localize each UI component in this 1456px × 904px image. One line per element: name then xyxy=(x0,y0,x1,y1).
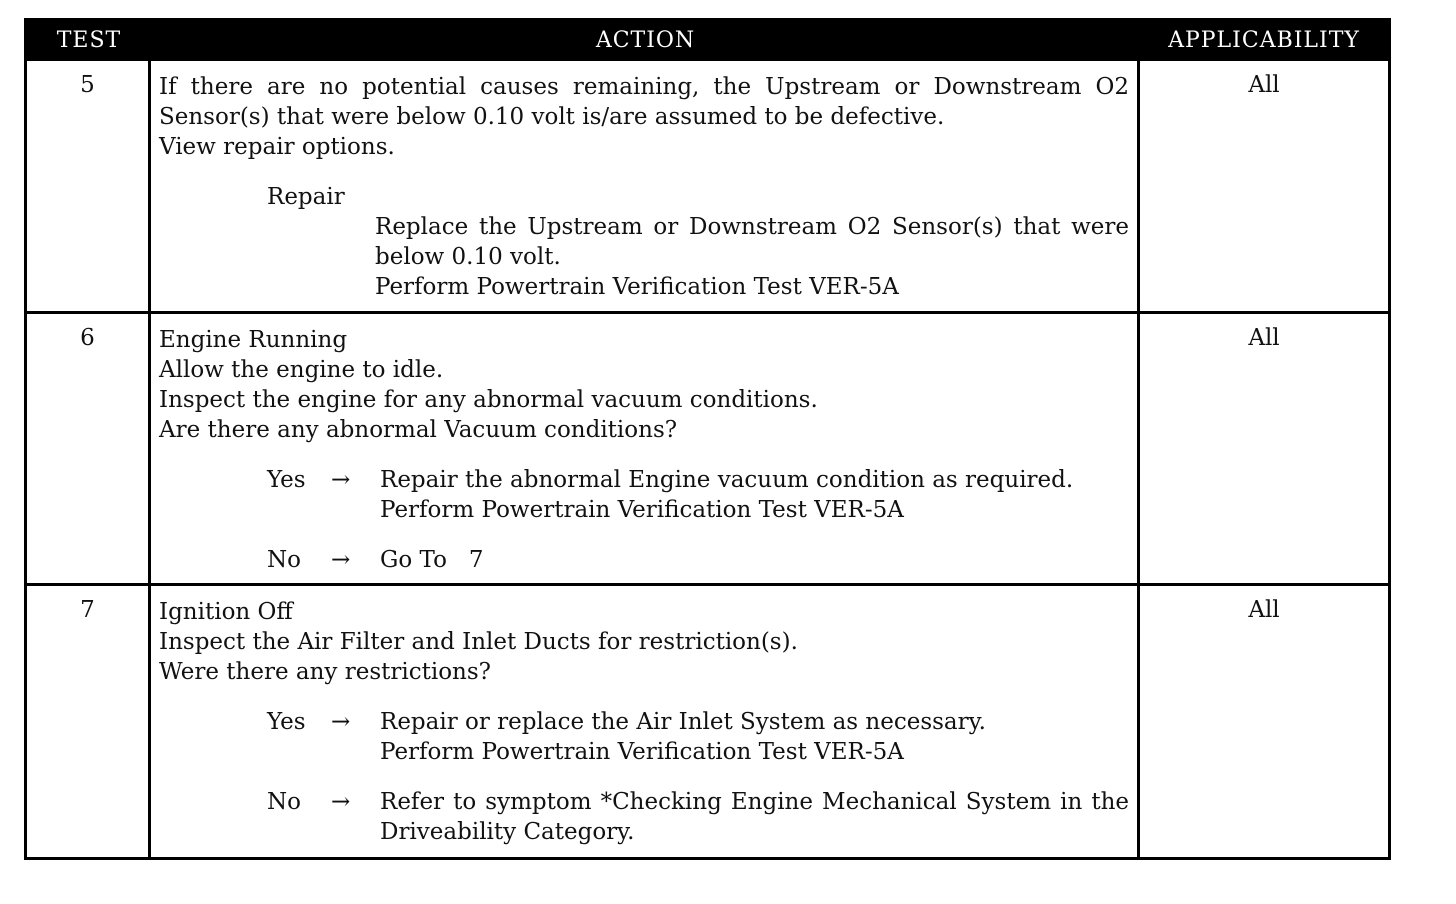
table-row xyxy=(27,61,1388,314)
arrow-icon: → xyxy=(331,789,351,815)
arrow-icon: → xyxy=(331,709,351,735)
repair-line: below 0.10 volt. xyxy=(375,244,561,270)
no-option xyxy=(159,545,1129,575)
option-line: Repair the abnormal Engine vacuum condition as required. xyxy=(380,467,1074,493)
test-number: 5 xyxy=(80,72,95,98)
option-line: Repair or replace the Air Inlet System as necessary. xyxy=(380,709,986,735)
test-number: 7 xyxy=(80,597,95,623)
header-applicability: APPLICABILITY xyxy=(1168,28,1360,53)
arrow-icon: → xyxy=(331,547,351,573)
action-line: If there are no potential causes remaining, the Upstream or Downstream O2 xyxy=(159,74,1129,100)
action-line: Inspect the Air Filter and Inlet Ducts for restriction(s). xyxy=(159,629,798,655)
table-header xyxy=(27,21,1388,61)
option-line: Refer to symptom *Checking Engine Mechanical System in the xyxy=(380,789,1129,815)
option-line: Perform Powertrain Verification Test VER-5A xyxy=(380,497,904,523)
table-row xyxy=(27,583,1388,857)
applicability-value: All xyxy=(1248,325,1280,351)
action-line: Ignition Off xyxy=(159,599,293,625)
action-cell xyxy=(151,314,1137,586)
no-label: No xyxy=(267,789,301,815)
header-action: ACTION xyxy=(595,28,696,53)
action-line: Inspect the engine for any abnormal vacuum conditions. xyxy=(159,387,818,413)
option-line: Go To 7 xyxy=(380,547,484,573)
action-line: View repair options. xyxy=(159,134,395,160)
action-cell xyxy=(151,586,1137,857)
repair-line: Perform Powertrain Verification Test VER-5A xyxy=(375,274,899,300)
action-cell xyxy=(151,61,1137,314)
applicability-value: All xyxy=(1248,72,1280,98)
option-line: Driveability Category. xyxy=(380,819,635,845)
header-test: TEST xyxy=(56,28,122,53)
yes-option xyxy=(159,465,1129,525)
arrow-icon: → xyxy=(331,467,351,493)
yes-option xyxy=(159,707,1129,767)
action-line: Engine Running xyxy=(159,327,348,353)
repair-line: Replace the Upstream or Downstream O2 Sensor(s) that were xyxy=(375,214,1129,240)
diagnostic-table xyxy=(24,18,1391,860)
action-line: Were there any restrictions? xyxy=(159,659,491,685)
no-option xyxy=(159,787,1129,847)
no-label: No xyxy=(267,547,301,573)
action-line: Sensor(s) that were below 0.10 volt is/are assumed to be defective. xyxy=(159,104,945,130)
action-line: Are there any abnormal Vacuum conditions? xyxy=(159,417,678,443)
option-line: Perform Powertrain Verification Test VER-5A xyxy=(380,739,904,765)
repair-label: Repair xyxy=(267,184,345,210)
yes-label: Yes xyxy=(267,467,306,493)
action-line: Allow the engine to idle. xyxy=(159,357,444,383)
applicability-value: All xyxy=(1248,597,1280,623)
table-row xyxy=(27,311,1388,586)
test-number: 6 xyxy=(80,325,95,351)
yes-label: Yes xyxy=(267,709,306,735)
